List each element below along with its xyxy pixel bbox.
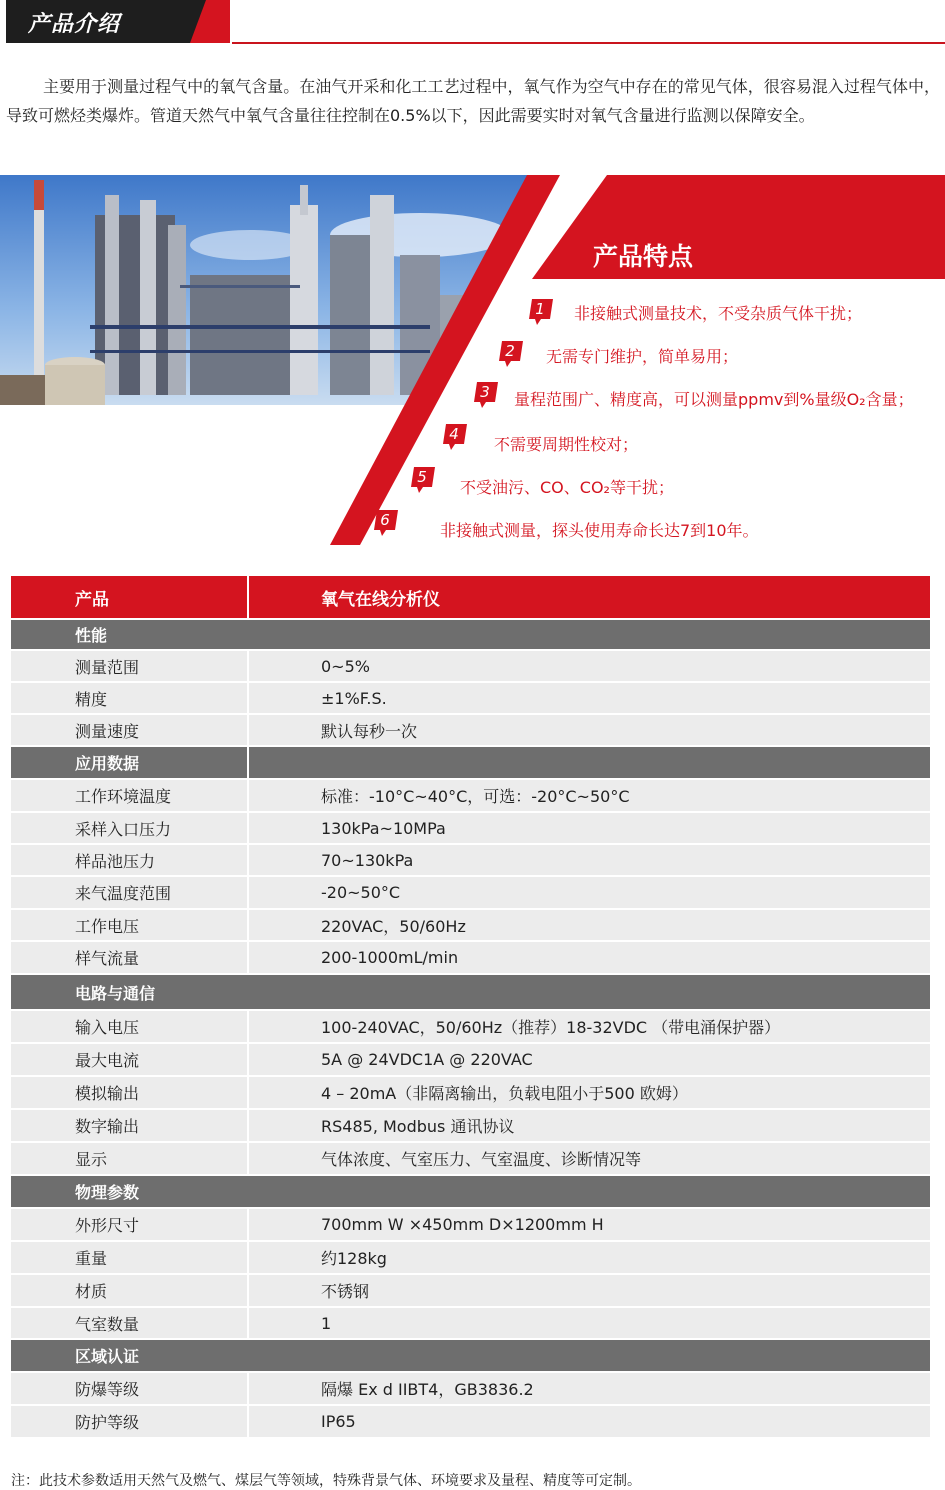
table-row <box>11 1308 930 1340</box>
feature-badge-2: 2 <box>499 341 523 367</box>
table-row <box>11 1077 930 1110</box>
table-row <box>11 683 930 715</box>
spec-value: 0~5% <box>249 651 930 681</box>
spec-label: 气室数量 <box>11 1308 247 1338</box>
table-row <box>11 910 930 942</box>
section-row-certification: 区域认证 <box>11 1340 930 1373</box>
feature-item-3: 量程范围广、精度高，可以测量ppmv到%量级O₂含量； <box>514 390 914 409</box>
feature-item-1: 非接触式测量技术，不受杂质气体干扰； <box>574 304 863 323</box>
table-row <box>11 1209 930 1242</box>
spec-label: 材质 <box>11 1275 247 1306</box>
spec-value: 5A @ 24VDC1A @ 220VAC <box>249 1044 930 1075</box>
feature-badge-4: 4 <box>443 424 467 450</box>
table-row <box>11 877 930 910</box>
table-row <box>11 1011 930 1044</box>
table-header-value: 氧气在线分析仪 <box>249 576 930 618</box>
spec-label: 样品池压力 <box>11 845 247 875</box>
footnote: 注：此技术参数适用天然气及燃气、煤层气等领域，特殊背景气体、环境要求及量程、精度等可定制。 <box>11 1473 641 1489</box>
spec-value: RS485, Modbus 通讯协议 <box>249 1110 930 1141</box>
section-header <box>0 0 945 44</box>
spec-label: 防爆等级 <box>11 1373 247 1404</box>
table-header-row <box>11 576 930 620</box>
spec-label: 样气流量 <box>11 942 247 973</box>
table-row <box>11 780 930 813</box>
table-row <box>11 1044 930 1077</box>
spec-label: 最大电流 <box>11 1044 247 1075</box>
table-row <box>11 1242 930 1275</box>
spec-value: 700mm W ×450mm D×1200mm H <box>249 1209 930 1240</box>
spec-label: 重量 <box>11 1242 247 1273</box>
spec-value: 100-240VAC，50/60Hz（推荐）18-32VDC （带电涌保护器） <box>249 1011 930 1042</box>
spec-value: 220VAC，50/60Hz <box>249 910 930 940</box>
feature-item-6: 非接触式测量，探头使用寿命长达7到10年。 <box>440 521 759 540</box>
table-row <box>11 1110 930 1143</box>
spec-label: 显示 <box>11 1143 247 1174</box>
section-row-circuit: 电路与通信 <box>11 975 930 1011</box>
spec-value: 130kPa~10MPa <box>249 813 930 843</box>
section-row-performance: 性能 <box>11 620 930 651</box>
section-row-physical: 物理参数 <box>11 1176 930 1209</box>
spec-label: 模拟输出 <box>11 1077 247 1108</box>
spec-label: 精度 <box>11 683 247 713</box>
spec-value: 气体浓度、气室压力、气室温度、诊断情况等 <box>249 1143 930 1174</box>
spec-value: 标准：-10°C~40°C，可选：-20°C~50°C <box>249 780 930 811</box>
spec-label: 采样入口压力 <box>11 813 247 843</box>
spec-label: 输入电压 <box>11 1011 247 1042</box>
spec-label: 工作电压 <box>11 910 247 940</box>
table-row <box>11 942 930 975</box>
spec-table <box>11 576 930 1439</box>
features-title: 产品特点 <box>593 242 694 271</box>
red-title-panel <box>0 175 945 285</box>
spec-label: 测量速度 <box>11 715 247 745</box>
table-row <box>11 651 930 683</box>
spec-value: 4 – 20mA（非隔离输出，负载电阻小于500 欧姆） <box>249 1077 930 1108</box>
spec-value: 约128kg <box>249 1242 930 1273</box>
table-row <box>11 1406 930 1439</box>
table-row <box>11 1275 930 1308</box>
header-title: 产品介绍 <box>28 12 121 37</box>
feature-badge-1: 1 <box>529 299 553 325</box>
section-row-application: 应用数据 <box>11 747 930 780</box>
feature-badge-5: 5 <box>411 467 435 493</box>
table-row <box>11 1143 930 1176</box>
feature-badge-6: 6 <box>374 510 398 536</box>
feature-badge-3: 3 <box>474 382 498 408</box>
feature-item-2: 无需专门维护，简单易用； <box>546 347 739 366</box>
spec-value: IP65 <box>249 1406 930 1437</box>
table-row <box>11 845 930 877</box>
feature-item-5: 不受油污、CO、CO₂等干扰； <box>460 478 674 497</box>
spec-label: 测量范围 <box>11 651 247 681</box>
table-row <box>11 1373 930 1406</box>
spec-label: 外形尺寸 <box>11 1209 247 1240</box>
table-row <box>11 715 930 747</box>
spec-value: -20~50°C <box>249 877 930 908</box>
spec-value: ±1%F.S. <box>249 683 930 713</box>
spec-value: 1 <box>249 1308 930 1338</box>
spec-value: 不锈钢 <box>249 1275 930 1306</box>
spec-label: 工作环境温度 <box>11 780 247 811</box>
spec-value: 200-1000mL/min <box>249 942 930 973</box>
feature-item-4: 不需要周期性校对； <box>494 435 639 454</box>
spec-label: 数字输出 <box>11 1110 247 1141</box>
table-row <box>11 813 930 845</box>
table-header-label: 产品 <box>11 576 247 618</box>
spec-value: 隔爆 Ex d IIBT4，GB3836.2 <box>249 1373 930 1404</box>
spec-value: 70~130kPa <box>249 845 930 875</box>
features-section <box>0 175 945 545</box>
spec-label: 防护等级 <box>11 1406 247 1437</box>
spec-value: 默认每秒一次 <box>249 715 930 745</box>
intro-paragraph: 主要用于测量过程气中的氧气含量。在油气开采和化工工艺过程中，氧气作为空气中存在的常见气体，很容易混入过程气体中，导致可燃烃类爆炸。管道天然气中氧气含量往往控制在0.5%以下，因此需要实时对氧气含量进行监测以保障安全。 <box>6 77 940 125</box>
header-tab <box>0 0 232 44</box>
spec-label: 来气温度范围 <box>11 877 247 908</box>
